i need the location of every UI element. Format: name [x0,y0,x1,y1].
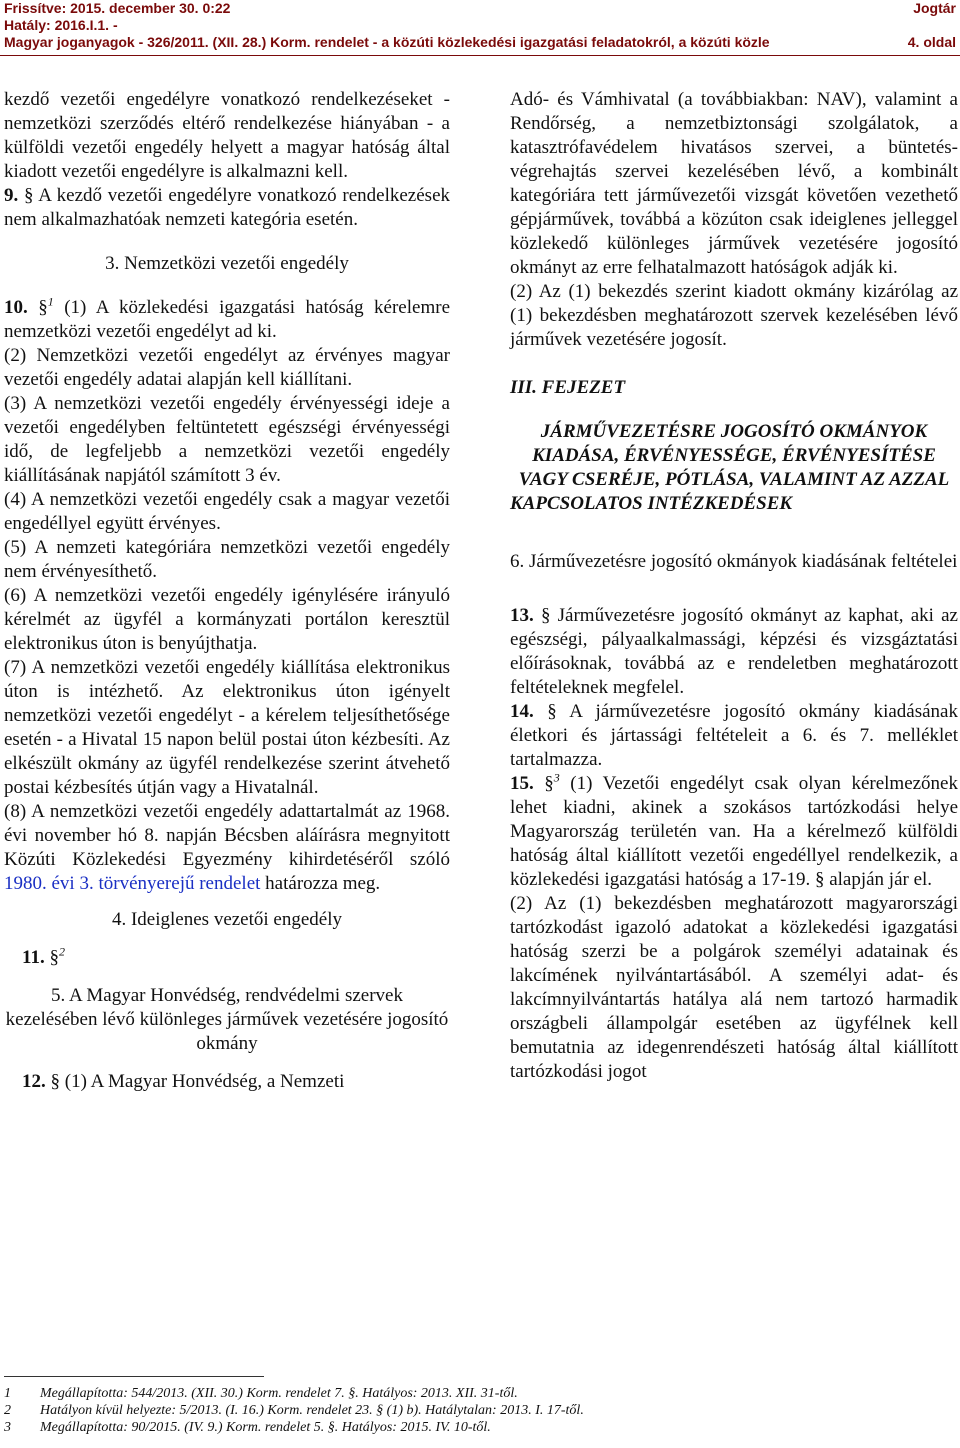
footnotes [4,1385,944,1436]
validity: Hatály: 2016.I.1. - [4,17,118,33]
section-mark: § [540,605,551,626]
footnote-divider [4,1376,264,1377]
paragraph: (6) A nemzetközi vezetői engedély igénylésére irányuló kérelmét az ügyfél a kormányzati portálon keresztül elektronikus úton is benyújthatja. [4,585,450,654]
section-number: 14. [510,701,534,722]
right-column [510,88,958,1084]
paragraph: (2) Az (1) bekezdésben meghatározott magyarországi tartózkodást igazoló adatokat a közlekedési igazgatási hatóság szerzi be a polgárok személyi adatainak és lakcímének nyilvántartásából. A személyi adat- és lakcímnyilvántartás hatálya alá nem tartozó harmadik országbeli állampolgár esetében az ügyfélnek kell bemutatnia az idegenrendészeti hatóság által kiállított tartózkodási jogot [510,893,958,1082]
footnote-text: Hatályon kívül helyezte: 5/2013. (I. 16.) Korm. rendelet 23. § (1) b). Hatálytalan: 2013. I. 17-től. [40,1403,584,1418]
section-13 [510,604,958,700]
paragraph: kezdő vezetői engedélyre vonatkozó rendelkezéseket - nemzetközi szerződés eltérő rendelkezése hiányában - a külföldi vezetői engedély helyett a magyar hatóság által kiadott vezetői engedélyre is alkalmazni kell. [4,89,450,182]
text: határozza meg. [260,873,381,894]
paragraph: (2) Nemzetközi vezetői engedélyt az érvényes magyar vezetői engedély adatai alapján kell kiállítani. [4,345,450,390]
footnote-text: Megállapította: 544/2013. (XII. 30.) Korm. rendelet 7. §. Hatályos: 2013. XII. 31-től. [40,1386,518,1401]
footnote-number: 1 [4,1386,11,1401]
source-name: Jogtár [913,0,956,16]
text: (8) A nemzetközi vezetői engedély adattartalmát az 1968. évi november hó 8. napján Bécsben aláírásra megnyitott Közúti Közlekedési Egyezmény kihirdetéséről szóló [4,801,450,870]
section-number: 10. [4,297,28,318]
subheading-5: 5. A Magyar Honvédség, rendvédelmi szervek kezelésében lévő különleges járművek vezetésére jogosító okmány [5,985,449,1054]
section-15 [510,772,958,892]
subheading-3: 3. Nemzetközi vezetői engedély [105,253,349,274]
section-mark: § [24,185,34,206]
left-column [4,88,450,1094]
subheading-6: 6. Járművezetésre jogosító okmányok kiadásának feltételei [510,551,958,572]
section-number: 11. [22,947,45,968]
footnote [4,1402,944,1419]
page-number: 4. oldal [907,34,956,50]
section-text: Járművezetésre jogosító okmányt az kaphat, aki az egészségi, pályaalkalmassági, képzési és vizsgáztatási előírásoknak, továbbá az e rendeletben meghatározott feltételeknek megfelel. [510,605,958,698]
chapter-heading: III. FEJEZET [510,377,626,398]
subheading-4: 4. Ideiglenes vezetői engedély [111,909,342,930]
header-divider [0,55,960,56]
footnote-number: 3 [4,1420,11,1435]
section-number: 13. [510,605,534,626]
paragraph: (3) A nemzetközi vezetői engedély érvényességi ideje a vezetői engedélyben feltüntetett egészségi érvényességi idő, de legfeljebb a nemzetközi vezetői engedély kiállításának napjától számított 3 év. [4,393,450,486]
chapter-title: JÁRMŰVEZETÉSRE JOGOSÍTÓ OKMÁNYOK KIADÁSA, ÉRVÉNYESSÉGE, ÉRVÉNYESÍTÉSE VAGY CSERÉJE, PÓTLÁSA, VALAMINT AZ AZZAL KAPCSOLATOS INTÉZKEDÉSEK [510,421,950,514]
section-number: 15. [510,773,534,794]
footnote [4,1385,944,1402]
section-text: A járművezetésre jogosító okmány kiadásának életkori és jártassági feltételeit a 6. és 7. melléklet tartalmazza. [510,701,958,770]
section-text: A kezdő vezetői engedélyre vonatkozó rendelkezések nem alkalmazhatóak nemzeti kategória esetén. [4,185,450,230]
section-14 [510,700,958,772]
page-header [4,0,956,51]
section-10 [4,296,450,344]
section-mark: § [38,297,48,318]
section-9 [4,184,450,232]
section-number: 9. [4,185,19,206]
section-11 [22,946,450,970]
footnote [4,1419,944,1436]
section-12 [22,1070,450,1094]
law-link[interactable]: 1980. évi 3. törvényerejű rendelet [4,873,261,894]
footnote-number: 2 [4,1403,11,1418]
document-title: Magyar joganyagok - 326/2011. (XII. 28.) Korm. rendelet - a közúti közlekedési igazgatási feladatokról, a közúti közle [4,34,770,50]
paragraph: (5) A nemzeti kategóriára nemzetközi vezetői engedély nem érvényesíthető. [4,537,450,582]
section-mark: § [50,1071,60,1092]
section-mark: § [547,701,557,722]
paragraph: (2) Az (1) bekezdés szerint kiadott okmány kizárólag az (1) bekezdésben meghatározott szervek kezelésében lévő járművek vezetésére jogosít. [510,281,958,350]
updated-date: Frissítve: 2015. december 30. 0:22 [4,0,231,16]
footnote-text: Megállapította: 90/2015. (IV. 9.) Korm. rendelet 5. §. Hatályos: 2015. IV. 10-től. [40,1420,491,1435]
footnote-ref-1[interactable]: 1 [47,294,54,309]
paragraph: Adó- és Vámhivatal (a továbbiakban: NAV), valamint a Rendőrség, a nemzetbiztonsági szolgálatok, a katasztrófavédelem hivatásos szervei, a büntetés-végrehajtás szervei kezelésében lévő, a kombinált kategóriára tett járművezetői vizsgát követően vezethető gépjárművek, továbbá a közúton csak ideiglenes jelleggel közlekedő különleges járművek vezetésére jogosító okmányt az erre felhatalmazott hatóságok adják ki. [510,89,958,278]
section-mark: § [544,773,554,794]
section-text: (1) A Magyar Honvédség, a Nemzeti [60,1071,345,1092]
paragraph: (7) A nemzetközi vezetői engedély kiállítása elektronikus úton is intézhető. Az elektronikus úton igényelt nemzetközi vezetői engedélyt - a kérelem teljesíthetősége esetén - a Hivatal 15 napon belül postai úton kézbesíti. Az elkészült okmány az ügyfél rendelkezése szerint átvehető postai kézbesítés útján vagy a Hivatalnál. [4,657,450,798]
footnote-ref-3[interactable]: 3 [553,770,560,785]
section-text: (1) A közlekedési igazgatási hatóság kérelemre nemzetközi vezetői engedélyt ad ki. [4,297,450,342]
paragraph: (4) A nemzetközi vezetői engedély csak a magyar vezetői engedéllyel együtt érvényes. [4,489,450,534]
section-mark: § [49,947,59,968]
section-text: (1) Vezetői engedélyt csak olyan kérelmezőnek lehet kiadni, akinek a szokásos tartózkodási helye Magyarország területén van. Ha a kérelmező külföldi hatóság által kiállított vezetői engedéllyel rendelkezik, a közlekedési igazgatási hatóság a 17-19. § alapján jár el. [510,773,958,890]
section-number: 12. [22,1071,46,1092]
footnote-ref-2[interactable]: 2 [58,944,65,959]
paragraph [4,800,450,896]
